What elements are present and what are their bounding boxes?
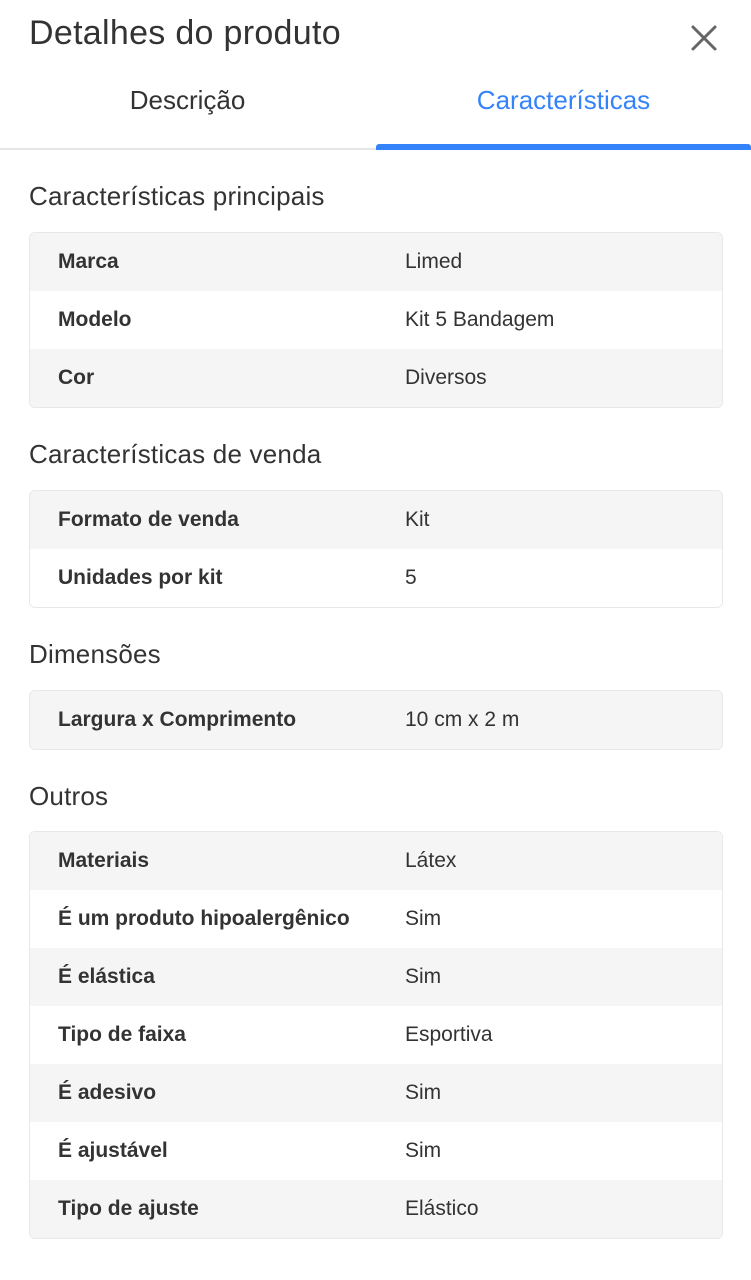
tab-bar [0, 76, 751, 150]
row-value: Sim [405, 1081, 442, 1104]
row-label: Modelo [58, 308, 132, 331]
row-value: 10 cm x 2 m [405, 708, 520, 731]
row-value: Sim [405, 965, 442, 988]
tab-characteristics[interactable]: Características [476, 84, 651, 115]
row-value: Elástico [405, 1197, 479, 1220]
table-row [30, 491, 722, 549]
tab-description[interactable]: Descrição [129, 84, 246, 115]
section-title-sale: Características de venda [29, 439, 322, 469]
row-value: Limed [405, 250, 463, 273]
row-label: Tipo de faixa [58, 1023, 186, 1046]
row-label: Materiais [58, 849, 150, 872]
table-row [30, 233, 722, 291]
close-button[interactable] [686, 20, 722, 56]
table-row [30, 948, 722, 1006]
header [0, 0, 751, 76]
row-label: Unidades por kit [58, 566, 223, 589]
table-row [30, 349, 722, 407]
page-title: Detalhes do produto [29, 14, 341, 52]
table-dimensions [29, 690, 723, 750]
table-row [30, 291, 722, 349]
row-value: Látex [405, 849, 457, 872]
table-row [30, 890, 722, 948]
active-tab-indicator [376, 144, 751, 150]
row-value: 5 [405, 566, 417, 589]
row-value: Sim [405, 907, 442, 930]
row-value: Diversos [405, 366, 487, 389]
close-icon [686, 20, 722, 56]
row-label: Formato de venda [58, 508, 239, 531]
table-row [30, 1064, 722, 1122]
row-label: Largura x Comprimento [58, 708, 297, 731]
table-row [30, 1122, 722, 1180]
table-row [30, 549, 722, 607]
table-row [30, 1006, 722, 1064]
table-main-characteristics [29, 232, 723, 408]
row-value: Esportiva [405, 1023, 493, 1046]
row-label: Tipo de ajuste [58, 1197, 199, 1220]
row-label: Cor [58, 366, 95, 389]
row-label: É um produto hipoalergênico [58, 907, 350, 930]
row-label: É adesivo [58, 1081, 157, 1104]
section-title-others: Outros [29, 781, 109, 811]
row-label: É elástica [58, 965, 155, 988]
section-title-main: Características principais [29, 181, 325, 211]
row-value: Kit 5 Bandagem [405, 308, 555, 331]
table-row [30, 1180, 722, 1238]
row-label: Marca [58, 250, 119, 273]
table-others [29, 831, 723, 1239]
row-value: Kit [405, 508, 430, 531]
table-row [30, 832, 722, 890]
row-value: Sim [405, 1139, 442, 1162]
section-title-dimensions: Dimensões [29, 639, 161, 669]
table-sale-characteristics [29, 490, 723, 608]
row-label: É ajustável [58, 1139, 168, 1162]
table-row [30, 691, 722, 749]
